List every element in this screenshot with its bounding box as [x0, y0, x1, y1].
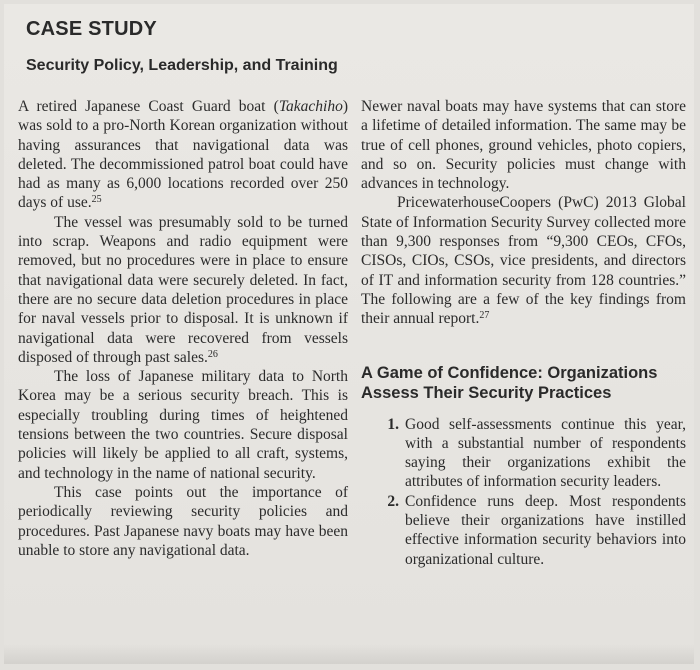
- list-item: [361, 415, 686, 492]
- page-edge-shadow: [4, 644, 694, 664]
- case-study-label: CASE STUDY: [26, 18, 157, 40]
- textbook-page: [4, 4, 694, 664]
- list-item: [361, 492, 686, 569]
- list-number: 2.: [387, 492, 399, 510]
- section-heading: A Game of Confidence: Organizations Assess Their Security Practices: [361, 363, 658, 402]
- paragraph: A retired Japanese Coast Guard boat (Takachiho) was sold to a pro-North Korean organization without having assurances that navigational data was deleted. The decommissioned patrol boat could have had as many as 6,000 locations recorded over 250 days of use.$^{25}$: [18, 98, 348, 212]
- footnote-ref: 27: [479, 310, 490, 322]
- paragraph: Newer naval boats may have systems that can store a lifetime of detailed information. The same may be true of cell phones, ground vehicles, photo copiers, and so on. Security policies must change with advances in technology.: [361, 98, 686, 193]
- footnote-ref: 26: [207, 348, 218, 360]
- right-column: [361, 97, 686, 569]
- case-study-title: Security Policy, Leadership, and Training: [26, 57, 338, 74]
- footnote-ref: 25: [91, 194, 102, 206]
- left-column: [18, 97, 348, 560]
- list-text: Confidence runs deep. Most respondents believe their organizations have instilled effective information security behaviors into organizational culture.: [405, 492, 686, 568]
- paragraph: This case points out the importance of periodically reviewing security policies and procedures. Past Japanese navy boats may have been unable to store any navigational data.: [18, 483, 348, 559]
- vessel-name: Takachiho: [278, 98, 343, 115]
- list-number: 1.: [387, 415, 399, 433]
- paragraph: The vessel was presumably sold to be turned into scrap. Weapons and radio equipment were removed, but no procedures were in place to ensure that navigational data were securely deleted. In fact, there are no secure data deletion procedures in place for naval vessels prior to disposal. It is unknown if navigational data were recovered from vessels disposed of through past sales.$^{26}$: [18, 213, 348, 366]
- findings-list: [361, 415, 686, 569]
- paragraph: The loss of Japanese military data to North Korea may be a serious security breach. This is especially troubling during times of heightened tensions between the two countries. Secure disposal policies will likely be applied to all craft, systems, and technology in the name of national security.: [18, 368, 348, 482]
- paragraph: PricewaterhouseCoopers (PwC) 2013 Global State of Information Security Survey collected more than 9,300 responses from “9,300 CEOs, CFOs, CISOs, CIOs, CSOs, vice presidents, and directors of IT and information security from 128 countries.” The following are a few of the key findings from their annual report.$^{27}$: [361, 194, 686, 328]
- list-text: Good self-assessments continue this year, with a substantial number of respondents saying their organizations exhibit the attributes of information security leaders.: [405, 415, 686, 491]
